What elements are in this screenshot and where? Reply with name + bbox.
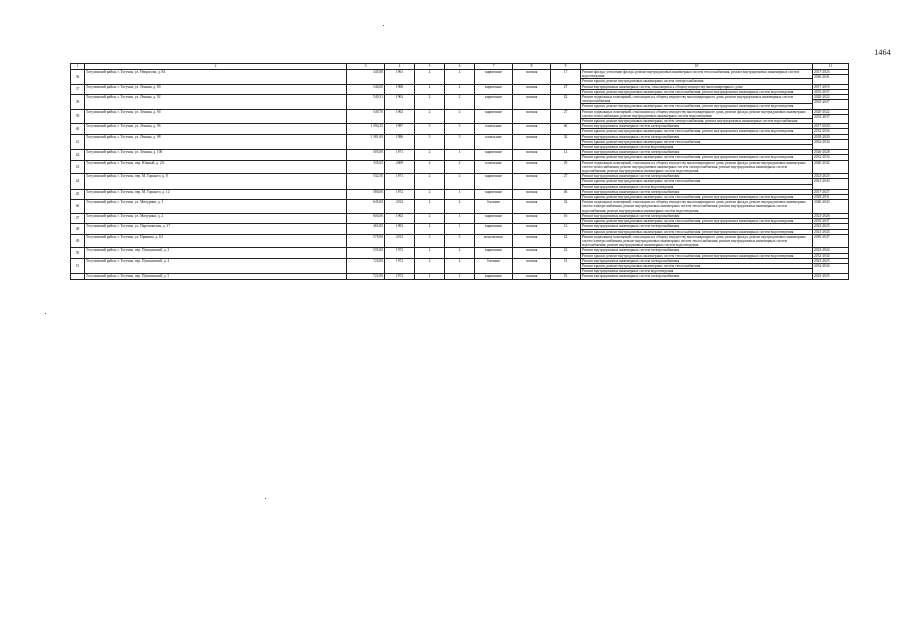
repair-period: 2017-2025	[813, 70, 848, 75]
row-number: 44	[71, 174, 85, 190]
work-types-cell	[581, 234, 813, 248]
table-row	[71, 248, 849, 258]
entrances-cell: 2	[445, 109, 475, 124]
roof-type-cell: скатная	[513, 134, 551, 150]
entrances-cell: 2	[445, 200, 475, 214]
area-cell: 335,65	[347, 160, 385, 174]
year-cell: 1968	[385, 84, 415, 94]
address-cell: Тогучинский район, г. Тогучин, ул. Ленина, д. 98	[85, 134, 347, 150]
work-types-cell	[581, 258, 813, 274]
work-type-entry: Ремонт внутридомовых инженерных систем электроснабжения	[582, 274, 680, 279]
area-cell: 722,00	[347, 274, 385, 279]
row-number: 49	[71, 234, 85, 248]
year-cell: 1971	[385, 150, 415, 160]
repair-period: 2032-2034	[814, 263, 830, 268]
roof-type-cell: скатная	[513, 95, 551, 110]
floors-cell: 3	[415, 234, 445, 248]
year-cell: 2009	[385, 160, 415, 174]
row-number: 50	[71, 248, 85, 258]
area-cell: 724,00	[347, 258, 385, 274]
wall-material-cell: кирпичные	[475, 224, 513, 234]
work-types-cell	[581, 124, 813, 134]
row-number: 38	[71, 95, 85, 110]
work-type-entry: Ремонт внутридомовых инженерных систем электроснабжения	[581, 174, 812, 179]
repair-period: 2040-2041	[814, 75, 830, 80]
wall-material-cell: кирпичные	[475, 109, 513, 124]
roof-type-cell: скатная	[513, 174, 551, 190]
roof-type-cell: скатная	[513, 274, 551, 279]
row-number: 48	[71, 224, 85, 234]
entrances-cell: 2	[445, 160, 475, 174]
column-number-header: 9	[551, 64, 581, 70]
period-cell	[813, 109, 849, 124]
wall-material-cell: кирпичные	[475, 213, 513, 223]
roof-type-cell: скатная	[513, 70, 551, 85]
table-row	[71, 124, 849, 134]
work-types-cell	[581, 224, 813, 234]
year-cell: 2012	[385, 200, 415, 214]
area-cell: 535,00	[347, 248, 385, 258]
column-number-header: 3	[347, 64, 385, 70]
work-type-entry: Ремонт подвальных помещений, относящихся к общему имуществу многоквартирного дома, ремонт фасада, ремонт внутридомовых инженерных систем электроснабжения, ремонт внутридомовых инженерных систем теплоснабжения, ремонт внутридомовых инженерных систем водоснабжения, ремонт внутридомовых инженерных систем водоотведения	[582, 200, 806, 213]
work-types-cell	[581, 174, 813, 190]
repair-period: 2040-2043	[814, 200, 830, 205]
table-row	[71, 95, 849, 110]
roof-type-cell: скатная	[513, 84, 551, 94]
table-row	[71, 234, 849, 248]
repair-period: 2020-2022	[813, 110, 848, 115]
year-cell: 1962	[385, 213, 415, 223]
floors-cell: 2	[415, 160, 445, 174]
row-number: 47	[71, 213, 85, 223]
wall-material-cell: кирпичные	[475, 70, 513, 85]
table-row	[71, 213, 849, 223]
period-cell	[813, 234, 849, 248]
work-type-entry: Ремонт внутридомовых инженерных систем электроснабжения	[581, 124, 812, 129]
column-number-header: 10	[581, 64, 813, 70]
repair-period: 2041-2043	[814, 179, 830, 184]
wall-material-cell: панельные	[475, 124, 513, 134]
row-number: 46	[71, 200, 85, 214]
wall-material-cell: панельные	[475, 134, 513, 150]
address-cell: Тогучинский район, г. Тогучин, ул. Некрасова, д. 84	[85, 70, 347, 85]
roof-type-cell: скатная	[513, 213, 551, 223]
entrances-cell: 2	[445, 258, 475, 274]
work-type-entry: Ремонт крыши, ремонт внутридомовых инженерных систем теплоснабжения	[581, 140, 812, 145]
area-cell: 544,00	[347, 84, 385, 94]
floors-cell: 2	[415, 274, 445, 279]
work-types-cell	[581, 150, 813, 160]
year-cell: 1987	[385, 124, 415, 134]
work-type-entry: Ремонт крыши, ремонт внутридомовых инженерных систем теплоснабжения, ремонт внутридомовых инженерных систем водоотведения	[582, 229, 794, 234]
period-cell	[813, 134, 849, 150]
area-cell: 580,00	[347, 189, 385, 199]
repair-period: 2035-2037	[814, 114, 830, 119]
year-cell: 1971	[385, 174, 415, 190]
repair-period: 2023-2025	[813, 174, 848, 179]
count-cell: 27	[551, 84, 581, 94]
work-type-entry: Ремонт внутридомовых инженерных систем, относящихся к общему имуществу многоквартирного дома	[581, 85, 812, 90]
table-row	[71, 109, 849, 124]
floors-cell: 3	[415, 134, 445, 150]
entrances-cell: 3	[445, 124, 475, 134]
table-row	[71, 134, 849, 150]
roof-type-cell: скатная	[513, 150, 551, 160]
period-cell	[813, 124, 849, 134]
table-row	[71, 200, 849, 214]
period-cell	[813, 258, 849, 274]
period-cell	[813, 95, 849, 110]
work-type-entry: Ремонт крыши, ремонт внутридомовых инженерных систем теплоснабжения, ремонт внутридомовых инженерных систем водоотведения	[582, 129, 794, 134]
work-type-entry: Ремонт подвальных помещений, относящихся к общему имуществу многоквартирного дома, ремонт фасада, ремонт внутридомовых инженерных систем электроснабжения, ремонт внутридомовых инженерных систем теплоснабжения, ремонт внутридомовых инженерных систем водоснабжения, ремонт внутридомовых инженерных систем водоотведения	[582, 234, 806, 248]
roof-type-cell: скатная	[513, 248, 551, 258]
period-cell	[813, 213, 849, 223]
entrances-cell: 1	[445, 224, 475, 234]
count-cell: 29	[551, 160, 581, 174]
year-cell: 1972	[385, 258, 415, 274]
count-cell: 16	[551, 213, 581, 223]
row-number: 45	[71, 189, 85, 199]
repair-period: 2035-2037	[814, 100, 830, 105]
work-types-cell	[581, 189, 813, 199]
column-number-header: 11	[813, 64, 849, 70]
period-cell	[813, 248, 849, 258]
entrances-cell: 2	[445, 84, 475, 94]
entrances-cell: 2	[445, 95, 475, 110]
work-type-entry: Ремонт крыши, ремонт внутридомовых инженерных систем электроснабжения, ремонт внутридомовых инженерных систем водоснабжения	[582, 119, 798, 124]
address-cell: Тогучинский район, г. Тогучин, пер. Южный, д. 2А	[85, 160, 347, 174]
table-row	[71, 258, 849, 274]
address-cell: Тогучинский район, г. Тогучин, ул. Мичурина, д. 2	[85, 213, 347, 223]
work-type-entry: Ремонт внутридомовых инженерных систем электроснабжения	[581, 224, 812, 229]
column-number-header: 1	[71, 64, 85, 70]
area-cell: 532,50	[347, 174, 385, 190]
year-cell: 1972	[385, 248, 415, 258]
repair-period: 2026-2028	[813, 150, 848, 155]
table-row	[71, 160, 849, 174]
repair-period: 2023-2026	[813, 214, 848, 219]
floors-cell: 2	[415, 95, 445, 110]
repair-period: 2035-2037	[814, 89, 830, 94]
period-cell	[813, 174, 849, 190]
repair-period: 2029-2031	[814, 195, 830, 200]
wall-material-cell: монолитные	[475, 234, 513, 248]
repair-period: 2023-2025	[813, 224, 848, 229]
area-cell: 1 394,25	[347, 124, 385, 134]
repair-period: 2017-2020	[813, 124, 848, 129]
period-cell	[813, 150, 849, 160]
period-cell	[813, 274, 849, 279]
floors-cell: 2	[415, 109, 445, 124]
work-type-entry: Ремонт внутридомовых инженерных систем электроснабжения	[581, 150, 812, 155]
repair-period: 2032-2034	[814, 155, 830, 160]
roof-type-cell: скатная	[513, 160, 551, 174]
work-type-entry: Ремонт крыши, ремонт внутридомовых инженерных систем теплоснабжения, ремонт внутридомовых инженерных систем водоотведения	[582, 219, 794, 224]
work-types-cell	[581, 95, 813, 110]
table-row	[71, 150, 849, 160]
count-cell: 27	[551, 109, 581, 124]
count-cell: 22	[551, 95, 581, 110]
repair-period: 2017-2019	[813, 85, 848, 90]
count-cell: 31	[551, 258, 581, 274]
row-number: 41	[71, 134, 85, 150]
work-types-cell	[581, 70, 813, 85]
floors-cell: 2	[415, 248, 445, 258]
repair-period: 2032-2034	[814, 253, 830, 258]
entrances-cell: 3	[445, 234, 475, 248]
address-cell: Тогучинский район, г. Тогучин, пер. Пушкинский, д. 3	[85, 248, 347, 258]
wall-material-cell: кирпичные	[475, 174, 513, 190]
area-cell: 549,31	[347, 95, 385, 110]
table-row	[71, 70, 849, 85]
count-cell: 46	[551, 189, 581, 199]
row-number: 40	[71, 124, 85, 134]
repair-period: 2035-2037	[814, 219, 830, 224]
repair-period: 2041-2043	[814, 229, 830, 234]
period-cell	[813, 160, 849, 174]
year-cell: 1961	[385, 70, 415, 85]
count-cell: 22	[551, 234, 581, 248]
work-types-cell	[581, 213, 813, 223]
count-cell: 46	[551, 124, 581, 134]
roof-type-cell: скатная	[513, 189, 551, 199]
repair-period: 2020-2022	[813, 95, 848, 100]
column-number-header: 7	[475, 64, 513, 70]
area-cell: 1 381,00	[347, 134, 385, 150]
row-number: 36	[71, 70, 85, 85]
wall-material-cell: кирпичные	[475, 189, 513, 199]
area-cell: 549,76	[347, 109, 385, 124]
work-type-entry: Ремонт подвальных помещений, относящихся к общему имуществу многоквартирного дома, ремонт фасада, ремонт внутридомовых инженерных систем теплоснабжения, ремонт внутридомовых инженерных систем водоотведения	[581, 110, 812, 119]
column-number-header: 2	[85, 64, 347, 70]
page-number: 1464	[874, 48, 891, 57]
roof-type-cell: скатная	[513, 124, 551, 134]
entrances-cell: 2	[445, 274, 475, 279]
area-cell: 345,00	[347, 70, 385, 85]
table-row	[71, 174, 849, 190]
repair-period: 2023-2025	[813, 259, 848, 264]
year-cell: 1963	[385, 224, 415, 234]
address-cell: Тогучинский район, г. Тогучин, ул. Ленина, д. 100	[85, 150, 347, 160]
work-types-cell	[581, 84, 813, 94]
period-cell	[813, 70, 849, 85]
entrances-cell: 1	[445, 213, 475, 223]
address-cell: Тогучинский район, г. Тогучин, ул. Ленина, д. 94	[85, 109, 347, 124]
address-cell: Тогучинский район, г. Тогучин, пер. Пушкинский, д. 5	[85, 274, 347, 279]
year-cell: 1962	[385, 109, 415, 124]
count-cell: 32	[551, 200, 581, 214]
year-cell: 1986	[385, 134, 415, 150]
roof-type-cell: скатная	[513, 200, 551, 214]
year-cell: 1972	[385, 274, 415, 279]
row-number: 39	[71, 109, 85, 124]
count-cell: 17	[551, 70, 581, 85]
address-cell: Тогучинский район, г. Тогучин, ул. Ленина, д. 80	[85, 84, 347, 94]
floors-cell: 2	[415, 174, 445, 190]
work-type-entry: Ремонт крыши, ремонт внутридомовых инженерных систем теплоснабжения	[581, 179, 812, 184]
row-number: 37	[71, 84, 85, 94]
work-type-entry: Ремонт внутридомовых инженерных систем электроснабжения	[581, 190, 812, 195]
work-type-entry: Ремонт внутридомовых инженерных систем водоотведения	[582, 269, 674, 274]
work-type-entry: Ремонт крыши, ремонт внутридомовых инженерных систем электроснабжения	[582, 79, 704, 84]
scan-speck	[45, 313, 46, 314]
work-types-cell	[581, 109, 813, 124]
floors-cell: 2	[415, 150, 445, 160]
work-type-entry: Ремонт внутридомовых инженерных систем электроснабжения	[581, 259, 812, 264]
table-row	[71, 84, 849, 94]
entrances-cell: 3	[445, 134, 475, 150]
roof-type-cell: скатная	[513, 234, 551, 248]
work-type-entry: Ремонт крыши, ремонт внутридомовых инженерных систем теплоснабжения	[581, 264, 812, 269]
address-cell: Тогучинский район, г. Тогучин, пер. М. Горького, д. 12	[85, 189, 347, 199]
work-type-entry: Ремонт внутридомовых инженерных систем водоотведения	[582, 145, 674, 150]
count-cell: 27	[551, 174, 581, 190]
repair-period: 2040-2047	[814, 234, 830, 239]
floors-cell: 2	[415, 224, 445, 234]
work-type-entry: Ремонт внутридомовых инженерных систем электроснабжения	[581, 135, 812, 140]
wall-material-cell: кирпичные	[475, 248, 513, 258]
work-types-cell	[581, 160, 813, 174]
floors-cell: 2	[415, 213, 445, 223]
year-cell: 1972	[385, 189, 415, 199]
floors-cell: 2	[415, 258, 445, 274]
column-number-header: 4	[385, 64, 415, 70]
repair-period: 2032-2034	[814, 129, 830, 134]
work-type-entry: Ремонт крыши, ремонт внутридомовых инженерных систем теплоснабжения, ремонт внутридомовых инженерных систем водоотведения	[582, 104, 794, 109]
work-types-cell	[581, 274, 813, 279]
repair-period: 2023-2024	[813, 248, 848, 253]
address-cell: Тогучинский район, г. Тогучин, ул. Ленина, д. 92	[85, 95, 347, 110]
wall-material-cell: панельные	[475, 160, 513, 174]
roof-type-cell: скатная	[513, 109, 551, 124]
repair-period: 2040-2042	[814, 160, 830, 165]
work-type-entry: Ремонт крыши, ремонт внутридомовых инженерных систем теплоснабжения, ремонт внутридомовых инженерных систем водоотведения	[582, 89, 794, 94]
year-cell: 1963	[385, 95, 415, 110]
work-type-entry: Ремонт крыши, ремонт внутридомовых инженерных систем теплоснабжения, ремонт внутридомовых инженерных систем водоотведения	[582, 155, 794, 160]
count-cell: 32	[551, 134, 581, 150]
floors-cell: 2	[415, 70, 445, 85]
wall-material-cell: кирпичные	[475, 274, 513, 279]
address-cell: Тогучинский район, г. Тогучин, пер. М. Горького, д. 8	[85, 174, 347, 190]
floors-cell: 2	[415, 84, 445, 94]
wall-material-cell: кирпичные	[475, 84, 513, 94]
scan-speck	[265, 498, 266, 499]
repair-period: 2023-2025	[814, 274, 830, 279]
work-type-entry: Ремонт подвальных помещений, относящихся к общему имуществу многоквартирного дома, ремонт фасада, ремонт внутридомовых инженерных систем теплоснабжения, ремонт внутридомовых инженерных систем электроснабжения, ремонт внутридомовых инженерных систем водоснабжения, ремонт внутридомовых инженерных систем водоотведения	[582, 160, 806, 174]
year-cell: 2013	[385, 234, 415, 248]
address-cell: Тогучинский район, г. Тогучин, ул. Партизанская, д. 37	[85, 224, 347, 234]
column-number-header: 6	[445, 64, 475, 70]
area-cell: 505,00	[347, 150, 385, 160]
work-type-entry: Ремонт внутридомовых инженерных систем электроснабжения	[581, 214, 812, 219]
period-cell	[813, 224, 849, 234]
repair-period: 2032-2034	[814, 139, 830, 144]
roof-type-cell: скатная	[513, 224, 551, 234]
wall-material-cell: кирпичные	[475, 95, 513, 110]
count-cell: 31	[551, 274, 581, 279]
address-cell: Тогучинский район, г. Тогучин, ул. Мичурина, д. 3	[85, 200, 347, 214]
entrances-cell: 2	[445, 70, 475, 85]
work-type-entry: Ремонт внутридомовых инженерных систем водоотведения	[582, 184, 674, 189]
row-number: 51	[71, 258, 85, 274]
repair-period: 2018-2020	[813, 135, 848, 140]
work-type-entry: Ремонт подвальных помещений, относящихся к общему имуществу многоквартирного дома, ремонт внутридомовых инженерных систем электроснабжения	[581, 95, 812, 104]
work-type-entry: Ремонт фасада, утепление фасада, ремонт внутридомовых инженерных систем теплоснабжения, ремонт внутридомовых инженерных систем водоотведения	[581, 70, 812, 79]
floors-cell: 3	[415, 124, 445, 134]
work-types-cell	[581, 200, 813, 214]
entrances-cell: 1	[445, 150, 475, 160]
column-number-header: 8	[513, 64, 551, 70]
period-cell	[813, 200, 849, 214]
work-type-entry: Ремонт внутридомовых инженерных систем электроснабжения	[581, 248, 812, 253]
count-cell: 22	[551, 248, 581, 258]
entrances-cell: 2	[445, 248, 475, 258]
wall-material-cell: кирпичные	[475, 150, 513, 160]
area-cell: 604,00	[347, 213, 385, 223]
wall-material-cell: блочные	[475, 258, 513, 274]
table-row	[71, 189, 849, 199]
area-cell: 465,00	[347, 224, 385, 234]
entrances-cell: 1	[445, 189, 475, 199]
area-cell: 579,00	[347, 234, 385, 248]
row-number	[71, 274, 85, 279]
repair-period: 2017-2027	[813, 190, 848, 195]
entrances-cell: 2	[445, 174, 475, 190]
table-body	[71, 70, 849, 280]
work-types-cell	[581, 248, 813, 258]
work-types-cell	[581, 134, 813, 150]
wall-material-cell: блочные	[475, 200, 513, 214]
scan-speck	[383, 25, 384, 26]
roof-type-cell: скатная	[513, 258, 551, 274]
table-row	[71, 274, 849, 279]
period-cell	[813, 189, 849, 199]
column-number-header: 5	[415, 64, 445, 70]
table-row	[71, 224, 849, 234]
address-cell: Тогучинский район, г. Тогучин, ул. Ленина, д. 96	[85, 124, 347, 134]
count-cell: 12	[551, 224, 581, 234]
count-cell: 12	[551, 150, 581, 160]
area-cell: 645,00	[347, 200, 385, 214]
floors-cell: 2	[415, 189, 445, 199]
capital-repair-table	[70, 63, 849, 280]
period-cell	[813, 84, 849, 94]
row-number: 42	[71, 150, 85, 160]
row-number: 43	[71, 160, 85, 174]
work-type-entry: Ремонт крыши, ремонт внутридомовых инженерных систем теплоснабжения, ремонт внутридомовых инженерных систем водоотведения	[582, 195, 794, 200]
floors-cell: 2	[415, 200, 445, 214]
address-cell: Тогучинский район, г. Тогучин, пер. Пушкинский, д. 4	[85, 258, 347, 274]
work-type-entry: Ремонт крыши, ремонт внутридомовых инженерных систем теплоснабжения, ремонт внутридомовых инженерных систем водоотведения	[582, 253, 794, 258]
address-cell: Тогучинский район, г. Тогучин, ул. Привина, д. 6/1	[85, 234, 347, 248]
